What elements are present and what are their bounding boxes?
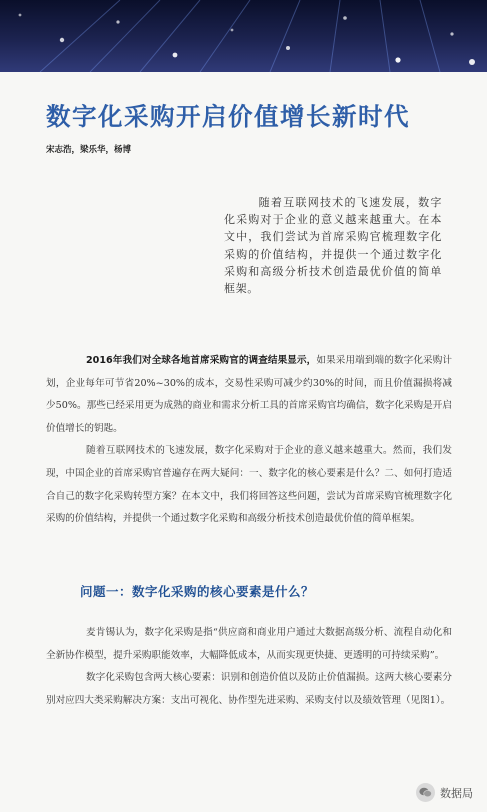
paragraph-text: 数字化采购包含两大核心要素：识别和创造价值以及防止价值漏损。这两大核心要素分别对应四大类采购解决方案：支出可视化、协作型先进采购、采购支付以及绩效管理（见图1）。 <box>46 672 452 706</box>
banner-lights-graphic <box>0 0 487 72</box>
paragraph-text: 如果采用端到端的数字化采购计划，企业每年可节省20%~30%的成本，交易性采购可减少约30%的时间，而且价值漏损将减少50%。那些已经采用更为成熟的商业和需求分析工具的首席采购官均确信，数字化采购是开启价值增长的钥匙。 <box>46 355 453 434</box>
paragraph-lead-bold: 2016年我们对全球各地首席采购官的调查结果显示， <box>86 355 317 366</box>
article-authors: 宋志浩，梁乐华，杨博 <box>46 145 132 155</box>
section-intro <box>46 350 452 531</box>
body-paragraph <box>46 667 452 712</box>
source-watermark <box>416 783 473 802</box>
wechat-logo-icon <box>416 783 435 802</box>
paragraph-text: 随着互联网技术的飞速发展，数字化采购对于企业的意义越来越重大。然而，我们发现，中国企业的首席采购官普遍存在两大疑问：一、数字化的核心要素是什么？二、如何打造适合自己的数字化采购转型方案？在本文中，我们将回答这些问题，尝试为首席采购官梳理数字化采购的价值结构，并提供一个通过数字化采购和高级分析技术创造最优价值的简单框架。 <box>46 445 452 525</box>
article-abstract <box>224 194 442 297</box>
section-core-elements <box>46 622 452 712</box>
paragraph-text: 麦肯锡认为，数字化采购是指“供应商和商业用户通过大数据高级分析、流程自动化和全新协作模型，提升采购职能效率，大幅降低成本，从而实现更快捷、更透明的可持续采购”。 <box>46 627 452 661</box>
section-heading: 问题一：数字化采购的核心要素是什么？ <box>80 584 315 599</box>
article-title: 数字化采购开启价值增长新时代 <box>46 102 410 131</box>
header-banner-image <box>0 0 487 72</box>
body-paragraph <box>46 350 452 440</box>
watermark-text: 数据局 <box>440 786 473 800</box>
body-paragraph <box>46 440 452 530</box>
body-paragraph <box>46 622 452 667</box>
abstract-text: 随着互联网技术的飞速发展，数字化采购对于企业的意义越来越重大。在本文中，我们尝试为首席采购官梳理数字化采购的价值结构，并提供一个通过数字化采购和高级分析技术创造最优价值的简单框架。 <box>224 196 442 296</box>
